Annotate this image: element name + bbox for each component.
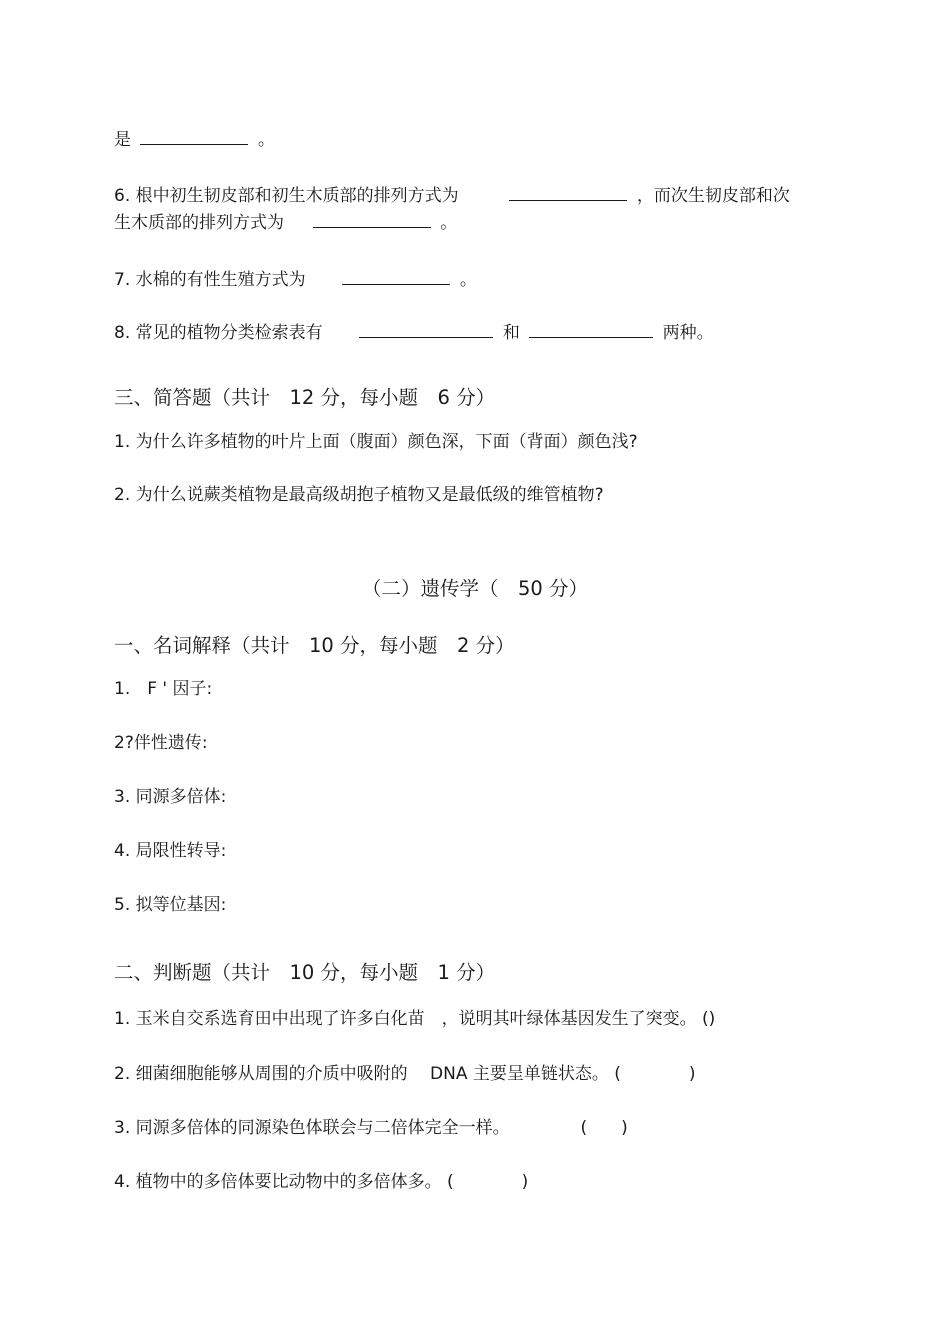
q6-line2-pre: 生木质部的排列方式为	[114, 213, 284, 233]
q5-answer-blank[interactable]	[140, 128, 248, 145]
short-answer-heading: 三、简答题（共计 12 分，每小题 6 分）	[114, 386, 496, 409]
judgement-statement: 4. 植物中的多倍体要比动物中的多倍体多。	[114, 1172, 442, 1192]
judgement-item	[114, 1063, 696, 1085]
judgement-answer-paren[interactable]: ( )	[447, 1172, 529, 1192]
judgement-statement: 2. 细菌细胞能够从周围的介质中吸附的 DNA 主要呈单链状态。	[114, 1064, 609, 1084]
short-answer-question: 1. 为什么许多植物的叶片上面（腹面）颜色深，下面（背面）颜色浅?	[114, 432, 638, 452]
genetics-section-title: （二）遗传学（ 50 分）	[361, 577, 588, 600]
q6-mid: ，而次生韧皮部和次	[636, 186, 790, 206]
term-item: 2?伴性遗传:	[114, 733, 208, 753]
judgement-statement: 1. 玉米自交系选育田中出现了许多白化苗 ，说明其叶绿体基因发生了突变。	[114, 1009, 697, 1029]
q6-pre: 6. 根中初生韧皮部和初生木质部的排列方式为	[114, 186, 459, 206]
q8-answer-blank-2[interactable]	[529, 321, 653, 338]
short-answer-question: 2. 为什么说蕨类植物是最高级胡抱子植物又是最低级的维管植物?	[114, 485, 604, 505]
q8-answer-blank-1[interactable]	[359, 321, 493, 338]
judgement-answer-paren[interactable]: ( )	[580, 1118, 628, 1138]
judgement-item	[114, 1008, 715, 1030]
judgement-item	[114, 1117, 628, 1139]
q8-pre: 8. 常见的植物分类检索表有	[114, 323, 323, 343]
q6-line-2	[114, 211, 457, 234]
term-item: 3. 同源多倍体:	[114, 787, 227, 807]
q7-post: 。	[459, 270, 477, 290]
judgement-answer-paren[interactable]: ( )	[614, 1064, 696, 1084]
judgement-heading: 二、判断题（共计 10 分，每小题 1 分）	[114, 961, 496, 984]
judgement-item	[114, 1171, 528, 1193]
q5-tail-post: 。	[257, 130, 275, 150]
judgement-statement: 3. 同源多倍体的同源染色体联会与二倍体完全一样。	[114, 1118, 510, 1138]
q6-line-1	[114, 184, 790, 207]
term-item: 5. 拟等位基因:	[114, 895, 227, 915]
q8-mid: 和	[502, 323, 520, 343]
term-item: 4. 局限性转导:	[114, 841, 227, 861]
q8-line	[114, 321, 714, 344]
q8-post: 两种。	[662, 323, 714, 343]
q7-line	[114, 268, 477, 291]
q6-line2-post: 。	[440, 213, 458, 233]
judgement-answer-paren[interactable]: ()	[702, 1009, 716, 1029]
q6-answer-blank-1[interactable]	[509, 184, 627, 201]
terms-heading: 一、名词解释（共计 10 分，每小题 2 分）	[114, 634, 515, 657]
q6-answer-blank-2[interactable]	[313, 211, 431, 228]
q5-tail-pre: 是	[114, 130, 131, 150]
term-item: 1. F ' 因子:	[114, 679, 213, 699]
q5-tail-line	[114, 128, 275, 151]
q7-answer-blank[interactable]	[342, 268, 450, 285]
q7-pre: 7. 水棉的有性生殖方式为	[114, 270, 306, 290]
